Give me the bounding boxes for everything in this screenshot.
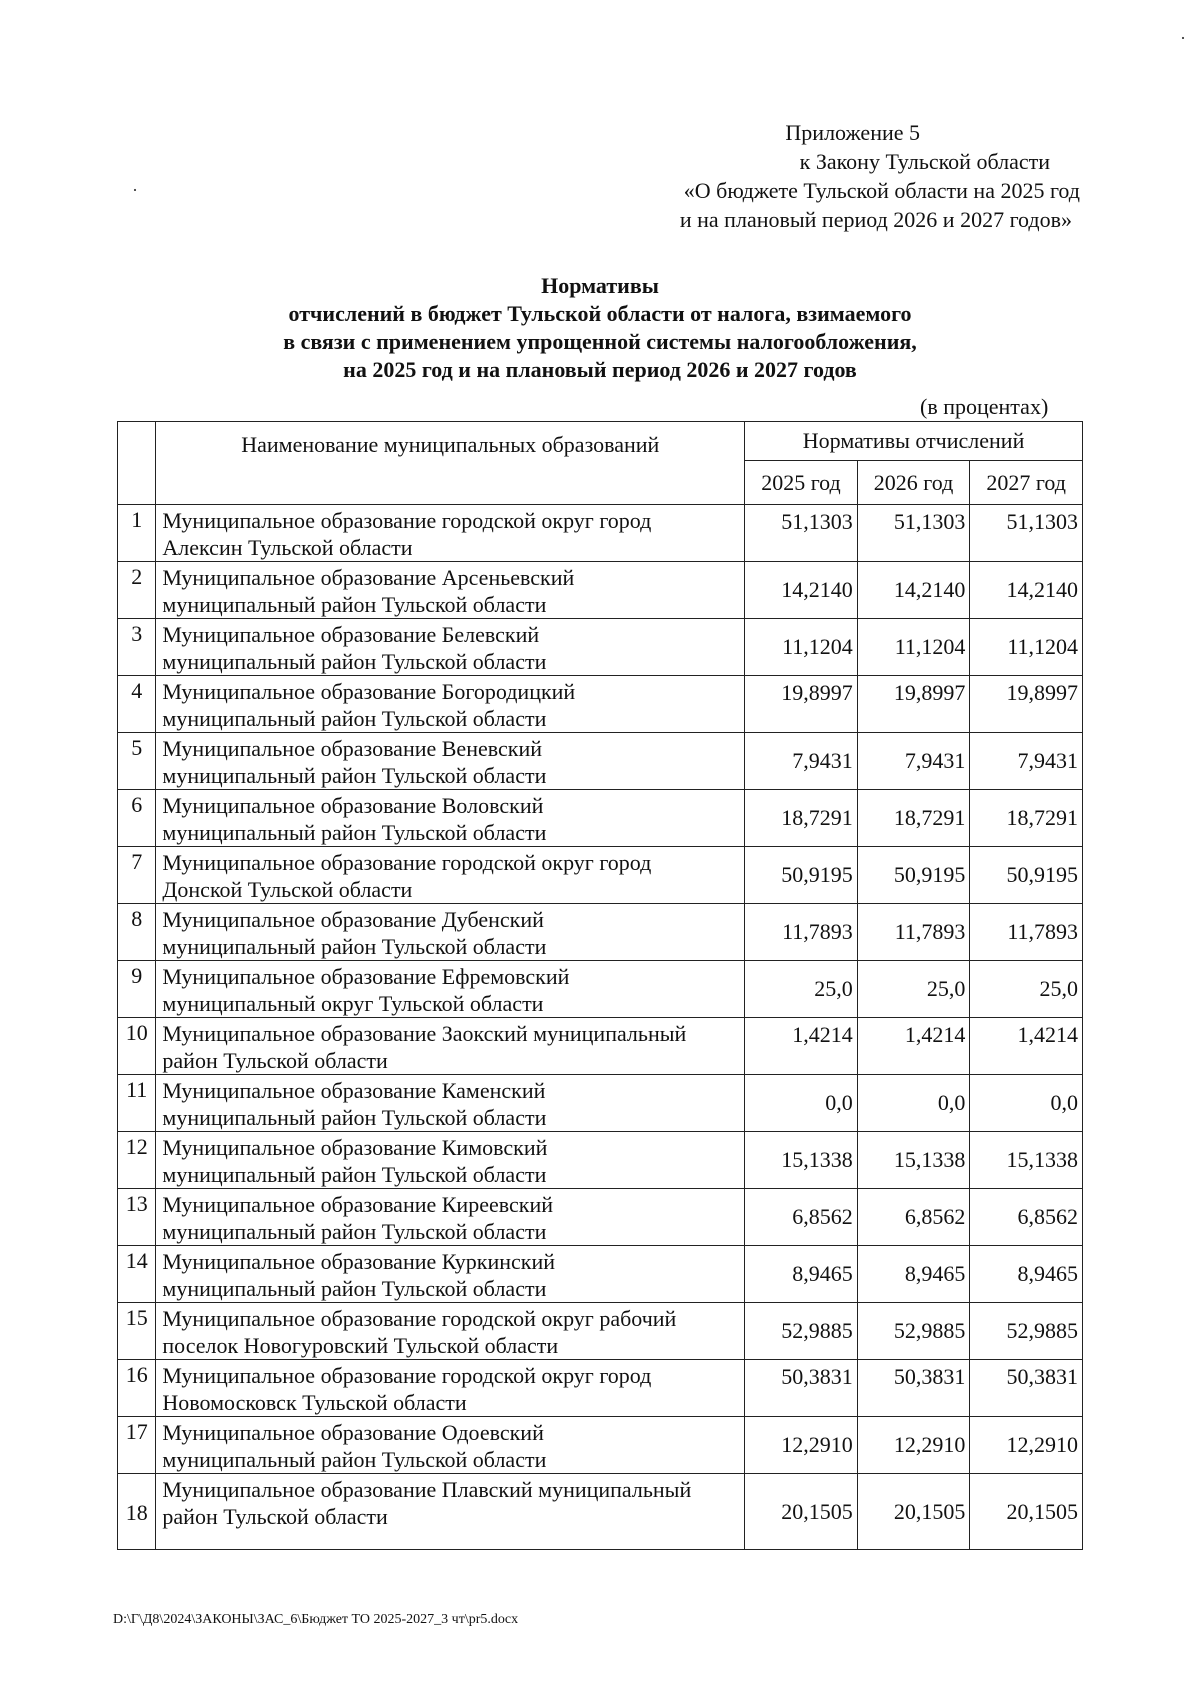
value-2026: 50,9195 xyxy=(857,847,970,904)
value-2025: 8,9465 xyxy=(745,1246,858,1303)
value-2026: 51,1303 xyxy=(857,505,970,562)
appendix-law-period: и на плановый период 2026 и 2027 годов» xyxy=(679,207,1072,232)
value-2025: 15,1338 xyxy=(745,1132,858,1189)
value-2027: 1,4214 xyxy=(970,1018,1083,1075)
value-2025: 50,3831 xyxy=(745,1360,858,1417)
municipality-name xyxy=(156,1132,745,1189)
row-number: 13 xyxy=(118,1189,156,1246)
municipality-name-line-2: район Тульской области xyxy=(162,1504,388,1529)
municipality-name-line-1: Муниципальное образование Каменский xyxy=(162,1078,546,1103)
file-path-footer: D:\Г\Д8\2024\ЗАКОНЫ\ЗАС_6\Бюджет ТО 2025-2027_3 чт\pr5.docx xyxy=(113,1612,519,1627)
municipality-name-line-2: Новомосковск Тульской области xyxy=(162,1390,467,1415)
municipality-name-line-1: Муниципальное образование городской округ город xyxy=(162,1363,652,1388)
value-2025: 20,1505 xyxy=(745,1474,858,1550)
row-number: 9 xyxy=(118,961,156,1018)
municipality-name-line-2: муниципальный район Тульской области xyxy=(162,592,547,617)
value-2027: 8,9465 xyxy=(970,1246,1083,1303)
value-2027: 11,1204 xyxy=(970,619,1083,676)
scan-dot: · xyxy=(132,180,138,200)
appendix-number: Приложение 5 xyxy=(785,120,920,145)
row-number: 7 xyxy=(118,847,156,904)
units-label: (в процентах) xyxy=(920,394,1049,419)
value-2025: 25,0 xyxy=(745,961,858,1018)
table-row xyxy=(118,1246,1083,1303)
table-row xyxy=(118,1360,1083,1417)
value-2026: 11,1204 xyxy=(857,619,970,676)
document-title xyxy=(160,272,1040,384)
municipality-name xyxy=(156,676,745,733)
municipality-name-line-2: поселок Новогуровский Тульской области xyxy=(162,1333,559,1358)
value-2027: 14,2140 xyxy=(970,562,1083,619)
value-2027: 6,8562 xyxy=(970,1189,1083,1246)
value-2027: 12,2910 xyxy=(970,1417,1083,1474)
value-2025: 19,8997 xyxy=(745,676,858,733)
value-2026: 18,7291 xyxy=(857,790,970,847)
row-number: 16 xyxy=(118,1360,156,1417)
municipality-name-line-1: Муниципальное образование Куркинский xyxy=(162,1249,556,1274)
header-year-2026: 2026 год xyxy=(857,461,970,505)
municipality-name-line-1: Муниципальное образование Ефремовский xyxy=(162,964,570,989)
row-number: 18 xyxy=(118,1474,156,1550)
municipality-name xyxy=(156,1189,745,1246)
value-2026: 0,0 xyxy=(857,1075,970,1132)
municipality-name-line-2: муниципальный округ Тульской области xyxy=(162,991,544,1016)
value-2026: 7,9431 xyxy=(857,733,970,790)
scan-mark: · xyxy=(1180,28,1186,48)
value-2025: 1,4214 xyxy=(745,1018,858,1075)
row-number: 15 xyxy=(118,1303,156,1360)
value-2027: 50,3831 xyxy=(970,1360,1083,1417)
value-2026: 50,3831 xyxy=(857,1360,970,1417)
row-number: 17 xyxy=(118,1417,156,1474)
table-row xyxy=(118,847,1083,904)
municipality-name-line-2: муниципальный район Тульской области xyxy=(162,934,547,959)
value-2025: 0,0 xyxy=(745,1075,858,1132)
municipality-name xyxy=(156,1075,745,1132)
table-row xyxy=(118,1189,1083,1246)
municipality-name xyxy=(156,619,745,676)
table-row xyxy=(118,562,1083,619)
header-norms-group: Нормативы отчислений xyxy=(745,422,1083,461)
value-2025: 50,9195 xyxy=(745,847,858,904)
title-line-4: на 2025 год и на плановый период 2026 и 2027 годов xyxy=(343,357,857,382)
value-2025: 7,9431 xyxy=(745,733,858,790)
row-number: 1 xyxy=(118,505,156,562)
municipality-name xyxy=(156,733,745,790)
value-2026: 12,2910 xyxy=(857,1417,970,1474)
row-number: 5 xyxy=(118,733,156,790)
municipality-name xyxy=(156,790,745,847)
value-2026: 25,0 xyxy=(857,961,970,1018)
title-line-3: в связи с применением упрощенной системы налогообложения, xyxy=(283,329,917,354)
value-2027: 52,9885 xyxy=(970,1303,1083,1360)
value-2026: 19,8997 xyxy=(857,676,970,733)
value-2026: 15,1338 xyxy=(857,1132,970,1189)
value-2027: 51,1303 xyxy=(970,505,1083,562)
municipality-name-line-2: муниципальный район Тульской области xyxy=(162,763,547,788)
value-2026: 52,9885 xyxy=(857,1303,970,1360)
municipality-name-line-2: район Тульской области xyxy=(162,1048,388,1073)
municipality-name xyxy=(156,961,745,1018)
table-row xyxy=(118,1417,1083,1474)
municipality-name-line-1: Муниципальное образование Одоевский xyxy=(162,1420,544,1445)
table-row xyxy=(118,733,1083,790)
municipality-name-line-1: Муниципальное образование Кимовский xyxy=(162,1135,548,1160)
row-number: 8 xyxy=(118,904,156,961)
municipality-name-line-1: Муниципальное образование Белевский xyxy=(162,622,540,647)
municipality-name xyxy=(156,1018,745,1075)
municipality-name-line-1: Муниципальное образование городской округ город xyxy=(162,850,652,875)
municipality-name-line-2: муниципальный район Тульской области xyxy=(162,1276,547,1301)
title-line-1: Нормативы xyxy=(541,273,659,298)
municipality-name-line-1: Муниципальное образование Воловский xyxy=(162,793,544,818)
municipality-name-line-2: муниципальный район Тульской области xyxy=(162,820,547,845)
municipality-name-line-2: муниципальный район Тульской области xyxy=(162,1447,547,1472)
value-2025: 11,7893 xyxy=(745,904,858,961)
row-number: 14 xyxy=(118,1246,156,1303)
table-row xyxy=(118,1303,1083,1360)
header-year-2025: 2025 год xyxy=(745,461,858,505)
row-number: 2 xyxy=(118,562,156,619)
municipality-name-line-1: Муниципальное образование городской округ город xyxy=(162,508,652,533)
appendix-law: к Закону Тульской области xyxy=(799,149,1050,174)
municipality-name-line-1: Муниципальное образование Богородицкий xyxy=(162,679,576,704)
value-2026: 14,2140 xyxy=(857,562,970,619)
municipality-name-line-1: Муниципальное образование Киреевский xyxy=(162,1192,553,1217)
municipality-name-line-1: Муниципальное образование Заокский муниципальный xyxy=(162,1021,687,1046)
value-2027: 15,1338 xyxy=(970,1132,1083,1189)
header-number-col xyxy=(118,422,156,505)
value-2025: 14,2140 xyxy=(745,562,858,619)
value-2025: 52,9885 xyxy=(745,1303,858,1360)
value-2027: 50,9195 xyxy=(970,847,1083,904)
value-2026: 20,1505 xyxy=(857,1474,970,1550)
municipality-name xyxy=(156,1417,745,1474)
municipality-name-line-1: Муниципальное образование Плавский муниципальный xyxy=(162,1477,692,1502)
municipality-name-line-2: муниципальный район Тульской области xyxy=(162,649,547,674)
value-2026: 6,8562 xyxy=(857,1189,970,1246)
row-number: 10 xyxy=(118,1018,156,1075)
row-number: 4 xyxy=(118,676,156,733)
municipality-name-line-1: Муниципальное образование Веневский xyxy=(162,736,542,761)
table-row xyxy=(118,904,1083,961)
table-row xyxy=(118,1132,1083,1189)
value-2027: 19,8997 xyxy=(970,676,1083,733)
table-row xyxy=(118,505,1083,562)
value-2026: 11,7893 xyxy=(857,904,970,961)
value-2027: 18,7291 xyxy=(970,790,1083,847)
table-row xyxy=(118,676,1083,733)
row-number: 3 xyxy=(118,619,156,676)
municipality-name xyxy=(156,1360,745,1417)
norms-table xyxy=(117,421,1083,1550)
table-row xyxy=(118,619,1083,676)
table-row xyxy=(118,1474,1083,1550)
header-year-2027: 2027 год xyxy=(970,461,1083,505)
value-2027: 11,7893 xyxy=(970,904,1083,961)
municipality-name-line-2: муниципальный район Тульской области xyxy=(162,1105,547,1130)
value-2027: 0,0 xyxy=(970,1075,1083,1132)
municipality-name-line-1: Муниципальное образование Арсеньевский xyxy=(162,565,575,590)
municipality-name xyxy=(156,847,745,904)
value-2025: 51,1303 xyxy=(745,505,858,562)
municipality-name-line-2: Донской Тульской области xyxy=(162,877,413,902)
value-2026: 8,9465 xyxy=(857,1246,970,1303)
municipality-name xyxy=(156,562,745,619)
value-2027: 7,9431 xyxy=(970,733,1083,790)
table-row xyxy=(118,961,1083,1018)
table-row xyxy=(118,790,1083,847)
value-2025: 12,2910 xyxy=(745,1417,858,1474)
municipality-name xyxy=(156,1246,745,1303)
municipality-name-line-2: муниципальный район Тульской области xyxy=(162,1219,547,1244)
municipality-name xyxy=(156,1303,745,1360)
header-name: Наименование муниципальных образований xyxy=(156,422,745,505)
appendix-law-title: «О бюджете Тульской области на 2025 год xyxy=(683,178,1080,203)
municipality-name xyxy=(156,505,745,562)
row-number: 11 xyxy=(118,1075,156,1132)
table-row xyxy=(118,1075,1083,1132)
value-2027: 20,1505 xyxy=(970,1474,1083,1550)
value-2025: 11,1204 xyxy=(745,619,858,676)
municipality-name xyxy=(156,1474,745,1550)
value-2026: 1,4214 xyxy=(857,1018,970,1075)
value-2027: 25,0 xyxy=(970,961,1083,1018)
title-line-2: отчислений в бюджет Тульской области от налога, взимаемого xyxy=(288,301,912,326)
row-number: 12 xyxy=(118,1132,156,1189)
municipality-name-line-2: муниципальный район Тульской области xyxy=(162,706,547,731)
value-2025: 6,8562 xyxy=(745,1189,858,1246)
row-number: 6 xyxy=(118,790,156,847)
appendix-header xyxy=(520,118,1080,234)
municipality-name-line-1: Муниципальное образование городской округ рабочий xyxy=(162,1306,677,1331)
table-row xyxy=(118,1018,1083,1075)
municipality-name-line-2: Алексин Тульской области xyxy=(162,535,413,560)
municipality-name xyxy=(156,904,745,961)
municipality-name-line-2: муниципальный район Тульской области xyxy=(162,1162,547,1187)
municipality-name-line-1: Муниципальное образование Дубенский xyxy=(162,907,544,932)
value-2025: 18,7291 xyxy=(745,790,858,847)
